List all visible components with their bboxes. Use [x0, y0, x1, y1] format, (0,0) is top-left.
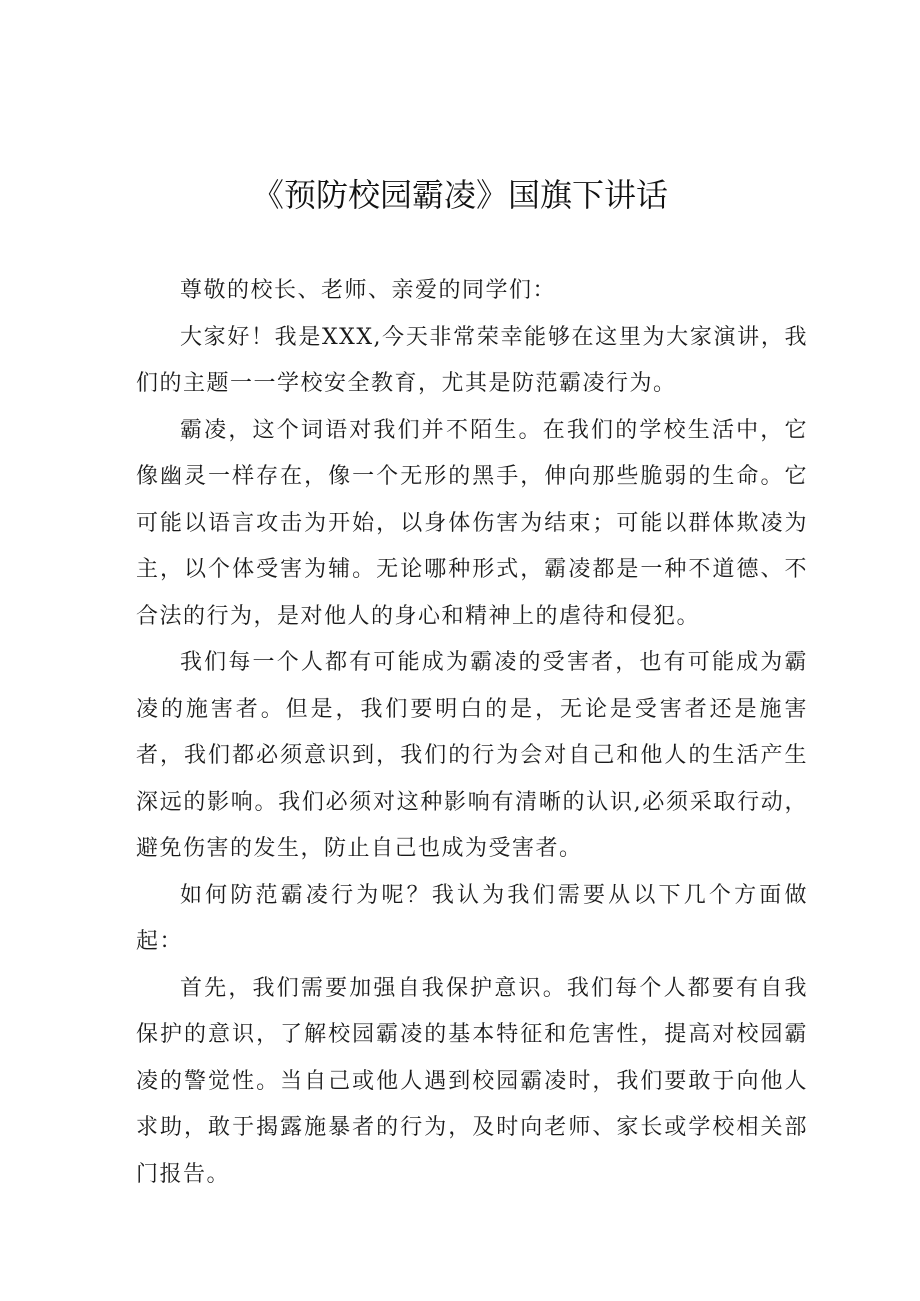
paragraph-first-point: 首先，我们需要加强自我保护意识。我们每个人都要有自我保护的意识，了解校园霸凌的基本特征和危害性，提高对校园霸凌的警觉性。当自己或他人遇到校园霸凌时，我们要敢于向他人求助，敢于揭露施暴者的行为，及时向老师、家长或学校相关部门报告。: [136, 975, 808, 1187]
document-title: 《预防校园霸凌》国旗下讲话: [251, 176, 668, 214]
document-body: [136, 268, 808, 1198]
paragraph-how-to-prevent: 如何防范霸凌行为呢？我认为我们需要从以下几个方面做起：: [136, 882, 808, 954]
paragraph-intro: 大家好！我是XXX,今天非常荣幸能够在这里为大家演讲，我们的主题一一学校安全教育，尤其是防范霸凌行为。: [136, 324, 808, 396]
paragraph-everyone-affected: 我们每一个人都有可能成为霸凌的受害者，也有可能成为霸凌的施害者。但是，我们要明白的是，无论是受害者还是施害者，我们都必须意识到，我们的行为会对自己和他人的生活产生深远的影响。我们必须对这种影响有清晰的认识,必须采取行动，避免伤害的发生，防止自己也成为受害者。: [136, 650, 808, 861]
paragraph-bullying-definition: 霸凌，这个词语对我们并不陌生。在我们的学校生活中，它像幽灵一样存在，像一个无形的黑手，伸向那些脆弱的生命。它可能以语言攻击为开始，以身体伤害为结束；可能以群体欺凌为主，以个体受害为辅。无论哪种形式，霸凌都是一种不道德、不合法的行为，是对他人的身心和精神上的虐待和侵犯。: [136, 417, 808, 629]
paragraph-greeting: 尊敬的校长、老师、亲爱的同学们：: [180, 278, 557, 303]
